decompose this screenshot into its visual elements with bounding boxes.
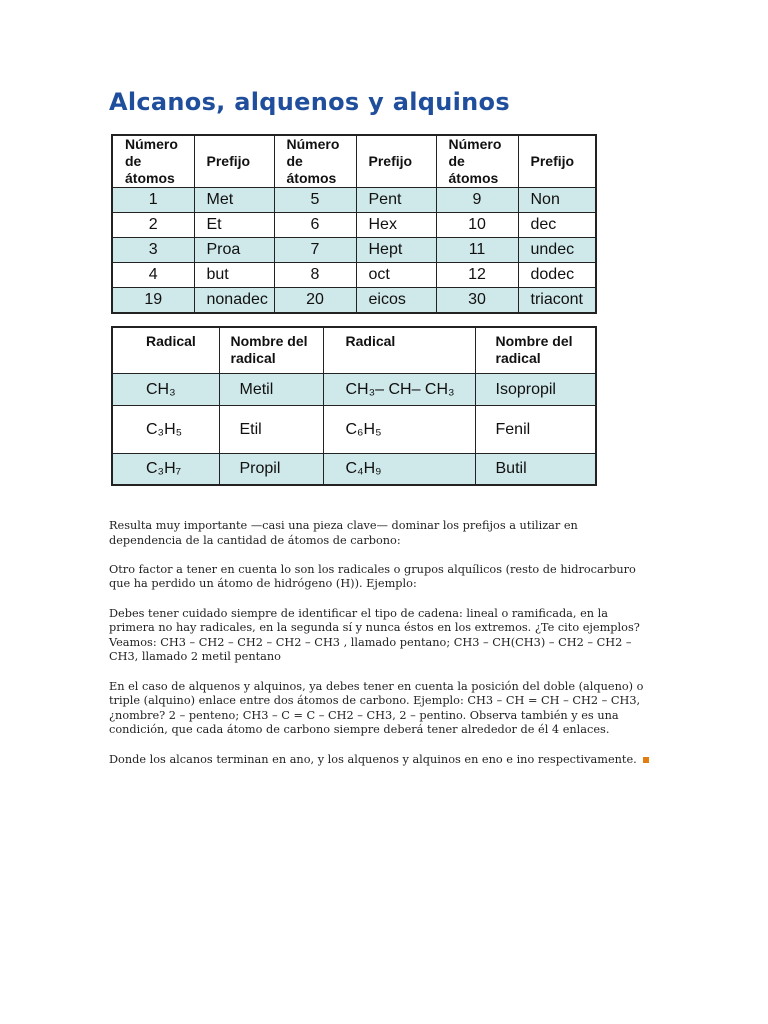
- table-cell: Fenil: [475, 406, 596, 454]
- column-header: Prefijo: [356, 135, 436, 188]
- table-cell: 10: [436, 213, 518, 238]
- table-row: [112, 374, 596, 406]
- table-cell: Hex: [356, 213, 436, 238]
- table-cell: Propil: [219, 454, 323, 486]
- table-header-row: [112, 135, 596, 188]
- table-cell: 12: [436, 263, 518, 288]
- table-cell: triacont: [518, 288, 596, 314]
- table-header-row: [112, 327, 596, 374]
- table-cell: Met: [194, 188, 274, 213]
- table-cell: C₆H₅: [323, 406, 475, 454]
- table-cell: 9: [436, 188, 518, 213]
- column-header: Número de átomos: [274, 135, 356, 188]
- table-cell: 4: [112, 263, 194, 288]
- table-cell: Non: [518, 188, 596, 213]
- article-body: [109, 519, 654, 782]
- table-cell: Proa: [194, 238, 274, 263]
- table-cell: Metil: [219, 374, 323, 406]
- column-header: Nombre del radical: [475, 327, 596, 374]
- paragraph: Debes tener cuidado siempre de identificar el tipo de cadena: lineal o ramificada, en la primera no hay radicales, en la segunda sí y nunca éstos en los extremos. ¿Te cito ejemplos? Veamos: CH3 – CH2 – CH2 – CH2 – CH3 , llamado pentano; CH3 – CH(CH3) – CH2 – CH2 – CH3, llamado 2 metil pentano: [109, 606, 640, 664]
- table-cell: Etil: [219, 406, 323, 454]
- end-of-article-icon: [643, 757, 649, 763]
- table-cell: 19: [112, 288, 194, 314]
- table-row: [112, 406, 596, 454]
- table-row: [112, 263, 596, 288]
- table-cell: Butil: [475, 454, 596, 486]
- table-row: [112, 454, 596, 486]
- table-cell: eicos: [356, 288, 436, 314]
- table-row: [112, 288, 596, 314]
- radical-table: [111, 326, 597, 486]
- table-cell: 20: [274, 288, 356, 314]
- table-row: [112, 238, 596, 263]
- table-cell: C₃H₅: [112, 406, 219, 454]
- table-cell: Hept: [356, 238, 436, 263]
- table-cell: Isopropil: [475, 374, 596, 406]
- column-header: Radical: [323, 327, 475, 374]
- table-cell: 7: [274, 238, 356, 263]
- table-cell: Et: [194, 213, 274, 238]
- table-cell: C₄H₉: [323, 454, 475, 486]
- table-cell: CH₃: [112, 374, 219, 406]
- table-cell: 2: [112, 213, 194, 238]
- paragraph: En el caso de alquenos y alquinos, ya debes tener en cuenta la posición del doble (alqueno) o triple (alquino) enlace entre dos átomos de carbono. Ejemplo: CH3 – CH = CH – CH2 – CH3, ¿nombre? 2 – penteno; CH3 – C = C – CH2 – CH3, 2 – pentino. Observa también y es una condición, que cada átomo de carbono siempre deberá tener alrededor de él 4 enlaces.: [109, 679, 644, 737]
- paragraph: Otro factor a tener en cuenta lo son los radicales o grupos alquílicos (resto de hidrocarburo que ha perdido un átomo de hidrógeno (H)). Ejemplo:: [109, 562, 636, 591]
- table-cell: 3: [112, 238, 194, 263]
- table-cell: nonadec: [194, 288, 274, 314]
- table-cell: oct: [356, 263, 436, 288]
- table-cell: undec: [518, 238, 596, 263]
- page-title: Alcanos, alquenos y alquinos: [109, 88, 510, 116]
- column-header: Nombre del radical: [219, 327, 323, 374]
- table-cell: 1: [112, 188, 194, 213]
- table-cell: 5: [274, 188, 356, 213]
- table-cell: CH₃– CH– CH₃: [323, 374, 475, 406]
- column-header: Radical: [112, 327, 219, 374]
- table-cell: Pent: [356, 188, 436, 213]
- table-row: [112, 213, 596, 238]
- table-row: [112, 188, 596, 213]
- table-cell: 6: [274, 213, 356, 238]
- table-cell: but: [194, 263, 274, 288]
- table-cell: 30: [436, 288, 518, 314]
- prefix-table: [111, 134, 597, 314]
- table-cell: 11: [436, 238, 518, 263]
- table-cell: C₃H₇: [112, 454, 219, 486]
- paragraph: Resulta muy importante —casi una pieza clave— dominar los prefijos a utilizar en dependencia de la cantidad de átomos de carbono:: [109, 519, 578, 547]
- table-cell: dodec: [518, 263, 596, 288]
- paragraph-text: Donde los alcanos terminan en ano, y los alquenos y alquinos en eno e ino respectivamente.: [109, 752, 637, 766]
- table-cell: 8: [274, 263, 356, 288]
- column-header: Número de átomos: [436, 135, 518, 188]
- paragraph-last: [109, 753, 654, 768]
- table-cell: dec: [518, 213, 596, 238]
- column-header: Número de átomos: [112, 135, 194, 188]
- column-header: Prefijo: [194, 135, 274, 188]
- column-header: Prefijo: [518, 135, 596, 188]
